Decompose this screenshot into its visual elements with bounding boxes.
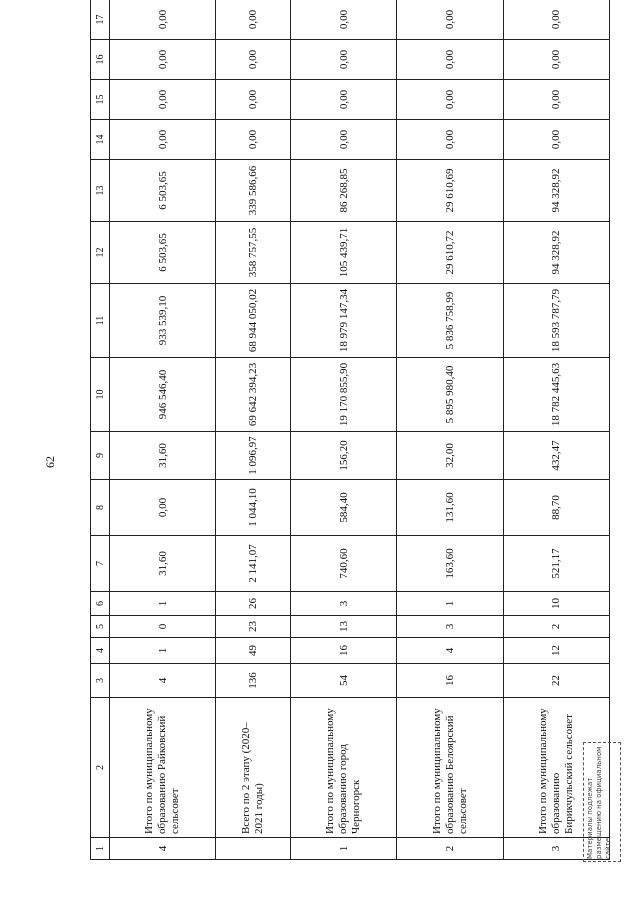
row-label: Итого по муниципальному образованию Райковский сельсовет <box>110 698 216 838</box>
table-cell: 0 <box>110 616 216 638</box>
table-cell: 5 895 980,40 <box>397 358 503 432</box>
table-cell: 933 539,10 <box>110 284 216 358</box>
row-label: Итого по муниципальному образованию город Черногорск <box>291 698 397 838</box>
table-cell: 16 <box>397 664 503 698</box>
table-cell: 3 <box>291 592 397 616</box>
table-cell <box>216 838 291 860</box>
table-cell: 86 268,85 <box>291 160 397 222</box>
table-cell: 2 141,07 <box>216 536 291 592</box>
column-header: 4 <box>91 638 110 664</box>
table-cell: 29 610,69 <box>397 160 503 222</box>
column-header: 1 <box>91 838 110 860</box>
table-cell: 0,00 <box>291 40 397 80</box>
header-row <box>91 0 110 860</box>
table-cell: 1 <box>291 838 397 860</box>
table-cell: 94 328,92 <box>503 160 609 222</box>
column-header: 8 <box>91 480 110 536</box>
table-cell: 1 <box>397 592 503 616</box>
table-cell: 0,00 <box>397 40 503 80</box>
table-cell: 12 <box>503 638 609 664</box>
page-number: 62 <box>42 456 57 468</box>
table-cell: 18 979 147,34 <box>291 284 397 358</box>
table-cell: 0,00 <box>503 0 609 40</box>
table-cell: 10 <box>503 592 609 616</box>
row-label: Всего по 2 этапу (2020–2021 годы) <box>216 698 291 838</box>
table-cell: 68 944 050,02 <box>216 284 291 358</box>
table-cell: 0,00 <box>397 80 503 120</box>
row-label: Итого по муниципальному образованию Бирикчульский сельсовет <box>503 698 609 838</box>
table-cell: 2 <box>397 838 503 860</box>
column-header: 3 <box>91 664 110 698</box>
table-cell: 163,60 <box>397 536 503 592</box>
table-cell: 0,00 <box>291 0 397 40</box>
table-cell: 0,00 <box>503 40 609 80</box>
table-cell: 156,20 <box>291 432 397 480</box>
table-cell: 5 836 758,99 <box>397 284 503 358</box>
table-cell: 13 <box>291 616 397 638</box>
table-cell: 4 <box>110 838 216 860</box>
column-header: 13 <box>91 160 110 222</box>
table-cell: 584,40 <box>291 480 397 536</box>
table-cell: 88,70 <box>503 480 609 536</box>
table-cell: 0,00 <box>503 120 609 160</box>
table-cell: 0,00 <box>110 0 216 40</box>
column-header: 2 <box>91 698 110 838</box>
column-header: 14 <box>91 120 110 160</box>
table-cell: 1 096,97 <box>216 432 291 480</box>
table-cell: 0,00 <box>110 120 216 160</box>
table-cell: 4 <box>397 638 503 664</box>
table-cell: 31,60 <box>110 536 216 592</box>
table-cell: 105 439,71 <box>291 222 397 284</box>
table-cell: 0,00 <box>397 0 503 40</box>
column-header: 10 <box>91 358 110 432</box>
table-cell: 32,00 <box>397 432 503 480</box>
column-header: 11 <box>91 284 110 358</box>
table-cell: 19 170 855,90 <box>291 358 397 432</box>
data-table <box>90 0 610 860</box>
table-cell: 18 782 445,63 <box>503 358 609 432</box>
table-cell: 3 <box>397 616 503 638</box>
table-cell: 16 <box>291 638 397 664</box>
table-cell: 54 <box>291 664 397 698</box>
column-header: 12 <box>91 222 110 284</box>
column-header: 9 <box>91 432 110 480</box>
table-body <box>110 0 610 860</box>
table-cell: 432,47 <box>503 432 609 480</box>
table-cell: 22 <box>503 664 609 698</box>
rotated-table-container <box>90 9 610 860</box>
table-cell: 946 546,40 <box>110 358 216 432</box>
table-cell: 0,00 <box>397 120 503 160</box>
table-cell: 521,17 <box>503 536 609 592</box>
column-header: 15 <box>91 80 110 120</box>
column-header: 7 <box>91 536 110 592</box>
table-cell: 131,60 <box>397 480 503 536</box>
table-cell: 1 <box>110 592 216 616</box>
table-cell: 0,00 <box>216 0 291 40</box>
table-cell: 0,00 <box>110 40 216 80</box>
table-cell: 29 610,72 <box>397 222 503 284</box>
table-cell: 1 <box>110 638 216 664</box>
column-header: 6 <box>91 592 110 616</box>
table-cell: 339 586,66 <box>216 160 291 222</box>
table-cell: 0,00 <box>216 120 291 160</box>
table-cell: 358 757,55 <box>216 222 291 284</box>
table-cell: 136 <box>216 664 291 698</box>
stamp <box>583 742 621 862</box>
table-cell: 6 503,65 <box>110 160 216 222</box>
table-cell: 2 <box>503 616 609 638</box>
table-cell: 69 642 394,23 <box>216 358 291 432</box>
table-cell: 0,00 <box>110 480 216 536</box>
column-header: 16 <box>91 40 110 80</box>
table-cell: 6 503,65 <box>110 222 216 284</box>
table-cell: 23 <box>216 616 291 638</box>
table-cell: 94 328,92 <box>503 222 609 284</box>
table-cell: 49 <box>216 638 291 664</box>
table-row <box>110 0 216 860</box>
table-cell: 4 <box>110 664 216 698</box>
table-row <box>397 0 503 860</box>
table-cell: 1 044,10 <box>216 480 291 536</box>
column-header: 17 <box>91 0 110 40</box>
table-cell: 0,00 <box>291 80 397 120</box>
table-row <box>503 0 609 860</box>
table-row <box>216 0 291 860</box>
table-cell: 0,00 <box>291 120 397 160</box>
stamp-text: Материалы подлежат размещению на официальном сайте <box>586 746 612 859</box>
table-cell: 31,60 <box>110 432 216 480</box>
table-cell: 0,00 <box>216 40 291 80</box>
table-cell: 18 593 787,79 <box>503 284 609 358</box>
table-cell: 740,60 <box>291 536 397 592</box>
table-cell: 0,00 <box>216 80 291 120</box>
table-cell: 3 <box>503 838 609 860</box>
row-label: Итого по муниципальному образованию Белоярский сельсовет <box>397 698 503 838</box>
column-header: 5 <box>91 616 110 638</box>
table-cell: 0,00 <box>110 80 216 120</box>
table-cell: 0,00 <box>503 80 609 120</box>
table-cell: 26 <box>216 592 291 616</box>
table-row <box>291 0 397 860</box>
